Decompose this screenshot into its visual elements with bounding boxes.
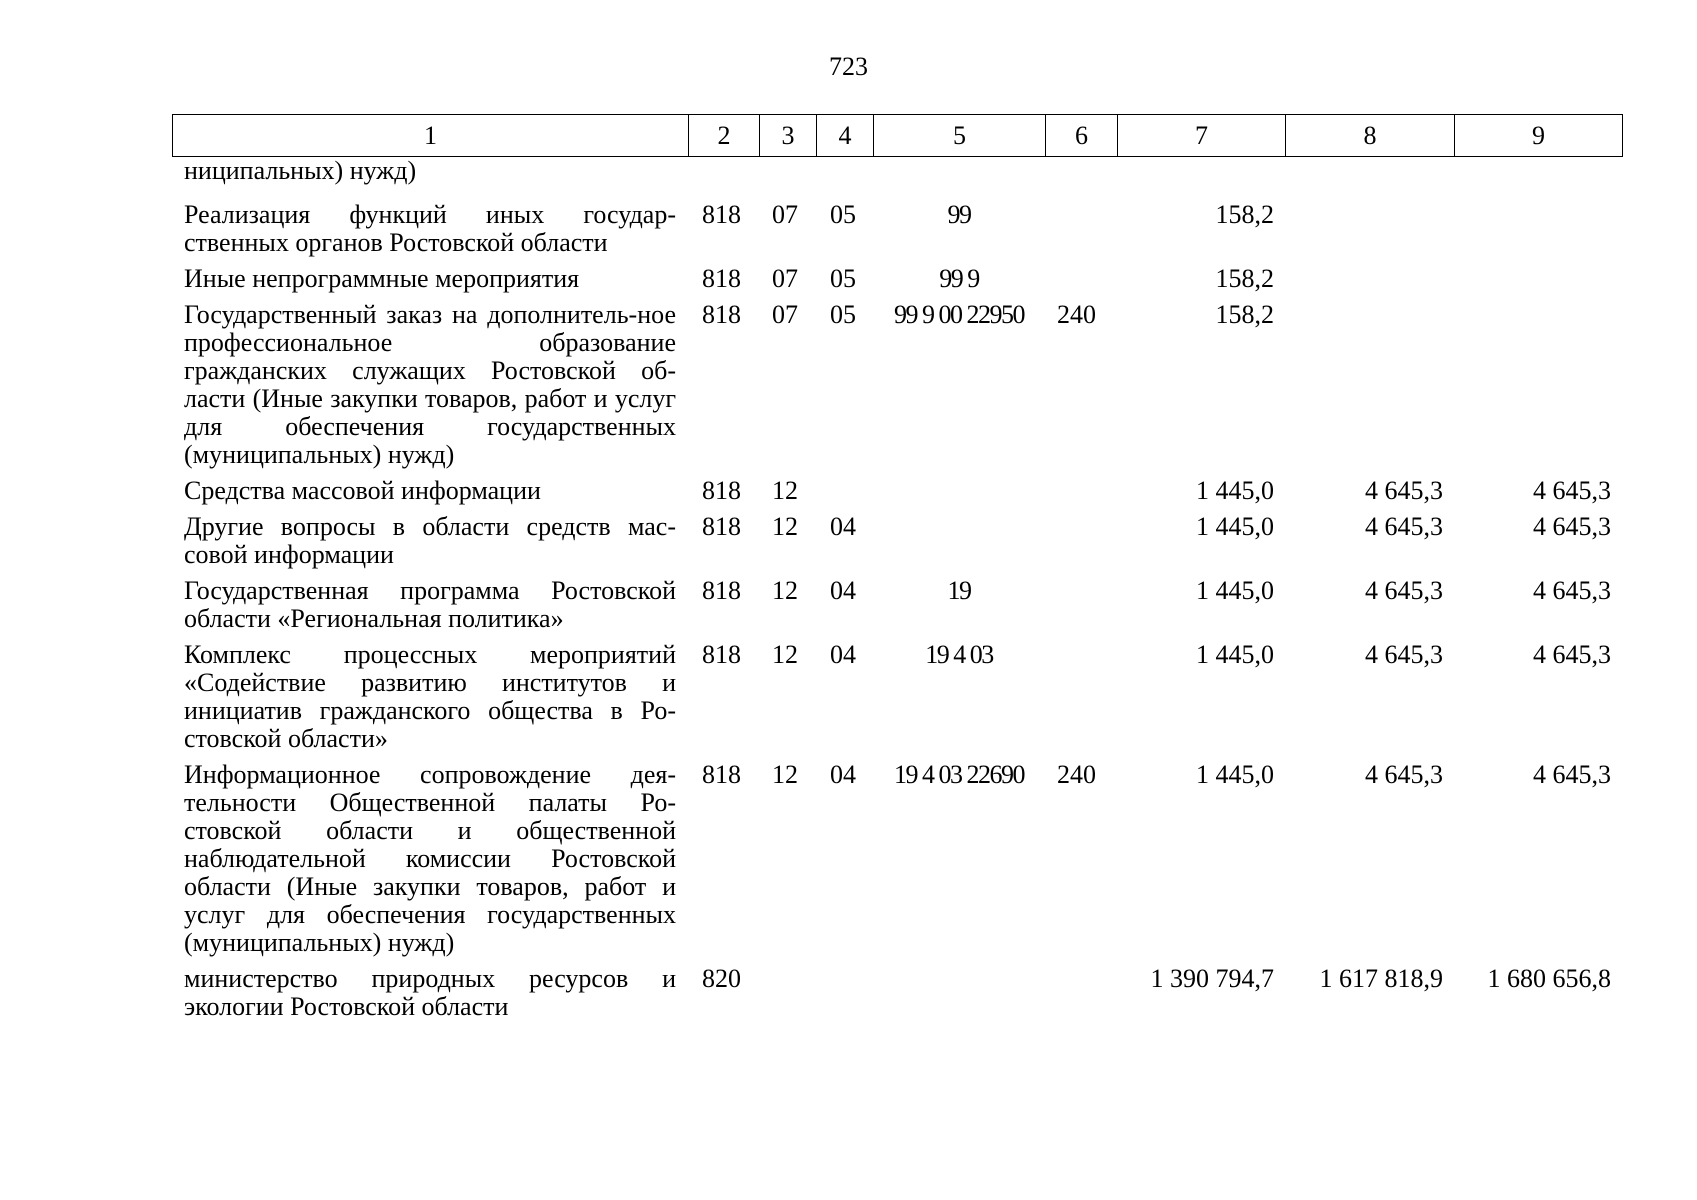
- row-subsection: 04: [830, 760, 856, 789]
- row-admin-code: 818: [702, 200, 741, 229]
- header-col-8: 8: [1286, 115, 1455, 157]
- table-row: [172, 201, 1622, 265]
- table-row: [172, 301, 1622, 477]
- row-amount-col9: 1 680 656,8: [1487, 964, 1611, 993]
- row-amount-col9: [1454, 157, 1622, 201]
- row-amount-col8: [1285, 265, 1454, 301]
- row-expense-type: [1045, 965, 1117, 1029]
- row-target-code: [873, 477, 1045, 513]
- row-section: 07: [772, 264, 798, 293]
- row-amount-col7: 158,2: [1215, 200, 1274, 229]
- row-section: 12: [772, 476, 798, 505]
- table-header: [172, 114, 1623, 157]
- row-amount-col8: 4 645,3: [1365, 512, 1443, 541]
- row-section: [759, 157, 816, 201]
- row-section: 07: [772, 200, 798, 229]
- row-subsection: [816, 477, 873, 513]
- row-amount-col8: 4 645,3: [1365, 576, 1443, 605]
- row-amount-col7: 1 445,0: [1196, 760, 1274, 789]
- row-amount-col7: 158,2: [1215, 300, 1274, 329]
- header-col-9: 9: [1455, 115, 1623, 157]
- row-amount-col7: 1 390 794,7: [1150, 964, 1274, 993]
- table-body: [172, 157, 1622, 1029]
- row-amount-col8: 4 645,3: [1365, 640, 1443, 669]
- row-subsection: 04: [830, 640, 856, 669]
- row-expense-type: [1045, 577, 1117, 641]
- row-admin-code: 818: [702, 640, 741, 669]
- row-name: ниципальных) нужд): [184, 156, 417, 185]
- header-col-4: 4: [817, 115, 874, 157]
- row-subsection: 05: [830, 300, 856, 329]
- table-row: [172, 477, 1622, 513]
- row-amount-col9: 4 645,3: [1533, 512, 1611, 541]
- row-admin-code: 818: [702, 476, 741, 505]
- row-admin-code: 818: [702, 760, 741, 789]
- row-target-code: [873, 513, 1045, 577]
- row-admin-code: [688, 157, 759, 201]
- header-col-5: 5: [874, 115, 1046, 157]
- row-subsection: 05: [830, 200, 856, 229]
- row-name: Государственная программа Ростовской области «Региональная политика»: [184, 576, 676, 633]
- row-amount-col8: [1285, 301, 1454, 477]
- row-amount-col7: 158,2: [1215, 264, 1274, 293]
- row-amount-col8: [1285, 157, 1454, 201]
- row-admin-code: 818: [702, 576, 741, 605]
- row-target-code: 99 9: [939, 264, 979, 293]
- row-target-code: 99: [947, 200, 971, 229]
- row-expense-type: [1045, 477, 1117, 513]
- header-col-3: 3: [760, 115, 817, 157]
- row-expense-type: 240: [1057, 760, 1096, 789]
- row-admin-code: 820: [702, 964, 741, 993]
- row-target-code: 99 9 00 22950: [894, 300, 1024, 329]
- row-target-code: 19 4 03 22690: [894, 760, 1024, 789]
- row-name: Реализация функций иных государ-ственных органов Ростовской области: [184, 200, 676, 257]
- row-amount-col9: 4 645,3: [1533, 760, 1611, 789]
- row-expense-type: [1045, 157, 1117, 201]
- row-amount-col9: [1454, 265, 1622, 301]
- table-row: [172, 641, 1622, 761]
- row-name: министерство природных ресурсов и экологии Ростовской области: [184, 964, 676, 1021]
- header-row: [173, 115, 1623, 157]
- table-row: [172, 577, 1622, 641]
- header-col-1: 1: [173, 115, 689, 157]
- row-target-code: 19 4 03: [925, 640, 993, 669]
- row-subsection: [816, 157, 873, 201]
- row-amount-col9: 4 645,3: [1533, 640, 1611, 669]
- row-amount-col8: 1 617 818,9: [1319, 964, 1443, 993]
- row-target-code: 19: [947, 576, 971, 605]
- row-name: Комплекс процессных мероприятий «Содействие развитию институтов и инициатив гражданского общества в Ро-стовской области»: [184, 640, 676, 753]
- table-row: [172, 965, 1622, 1029]
- table-row: [172, 265, 1622, 301]
- row-expense-type: [1045, 201, 1117, 265]
- row-name: Государственный заказ на дополнитель-ное профессиональное образование гражданских служащих Ростовской об-ласти (Иные закупки товаров, работ и услуг для обеспечения государственных (муниципальных) нужд): [184, 300, 676, 469]
- row-expense-type: [1045, 513, 1117, 577]
- row-section: [759, 965, 816, 1029]
- header-col-2: 2: [689, 115, 760, 157]
- row-amount-col8: 4 645,3: [1365, 760, 1443, 789]
- row-admin-code: 818: [702, 512, 741, 541]
- row-target-code: [873, 157, 1045, 201]
- row-section: 07: [772, 300, 798, 329]
- row-amount-col8: [1285, 201, 1454, 265]
- row-section: 12: [772, 760, 798, 789]
- row-amount-col7: 1 445,0: [1196, 512, 1274, 541]
- row-expense-type: 240: [1057, 300, 1096, 329]
- row-amount-col9: 4 645,3: [1533, 476, 1611, 505]
- table-row: [172, 761, 1622, 965]
- row-name: Средства массовой информации: [184, 476, 541, 505]
- row-section: 12: [772, 640, 798, 669]
- header-col-7: 7: [1118, 115, 1286, 157]
- row-subsection: 04: [830, 512, 856, 541]
- row-name: Другие вопросы в области средств мас-совой информации: [184, 512, 676, 569]
- row-subsection: 04: [830, 576, 856, 605]
- row-admin-code: 818: [702, 300, 741, 329]
- row-name: Информационное сопровождение дея-тельности Общественной палаты Ро-стовской области и общественной наблюдательной комиссии Ростовской области (Иные закупки товаров, работ и услуг для обеспечения государственных (муниципальных) нужд): [184, 760, 676, 957]
- row-expense-type: [1045, 265, 1117, 301]
- row-subsection: [816, 965, 873, 1029]
- row-target-code: [873, 965, 1045, 1029]
- row-name: Иные непрограммные мероприятия: [184, 264, 580, 293]
- row-amount-col9: [1454, 201, 1622, 265]
- page-number: 723: [829, 52, 868, 81]
- row-amount-col7: 1 445,0: [1196, 476, 1274, 505]
- row-expense-type: [1045, 641, 1117, 761]
- row-amount-col7: [1117, 157, 1285, 201]
- row-admin-code: 818: [702, 264, 741, 293]
- budget-table: [172, 157, 1622, 1029]
- row-amount-col7: 1 445,0: [1196, 576, 1274, 605]
- table-row: [172, 157, 1622, 201]
- header-col-6: 6: [1046, 115, 1118, 157]
- row-subsection: 05: [830, 264, 856, 293]
- row-amount-col9: 4 645,3: [1533, 576, 1611, 605]
- row-section: 12: [772, 576, 798, 605]
- row-section: 12: [772, 512, 798, 541]
- row-amount-col9: [1454, 301, 1622, 477]
- row-amount-col7: 1 445,0: [1196, 640, 1274, 669]
- row-amount-col8: 4 645,3: [1365, 476, 1443, 505]
- table-row: [172, 513, 1622, 577]
